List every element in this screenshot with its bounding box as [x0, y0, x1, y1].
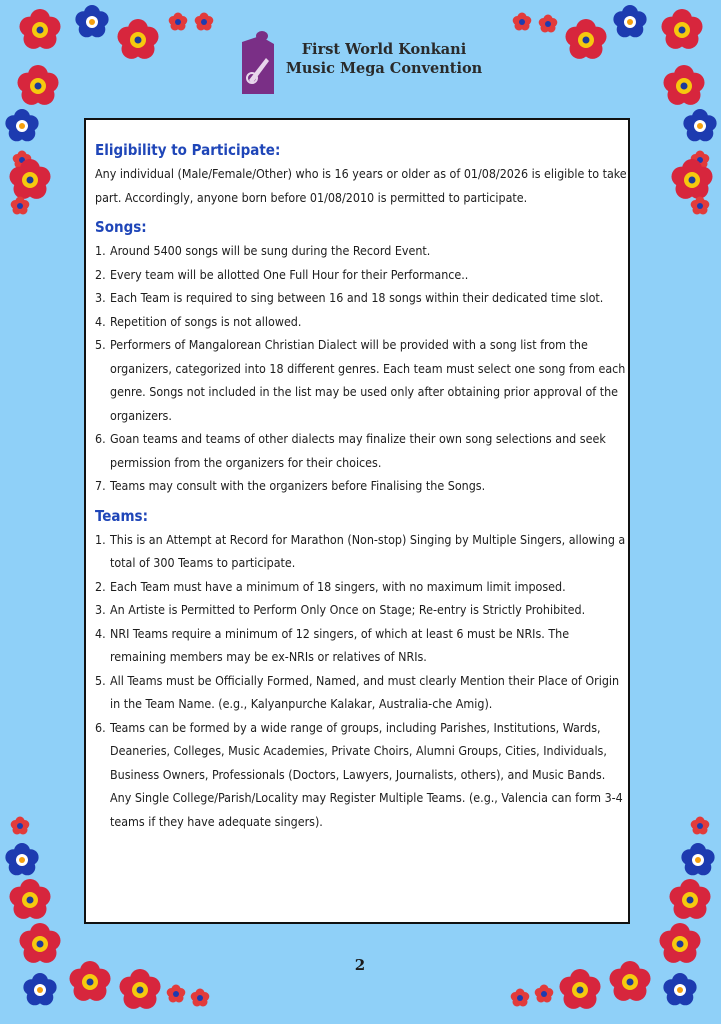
list-text: Goan teams and teams of other dialects may finalize their own song selections and seek permission from the organizers for their choices.	[110, 431, 606, 470]
list-text: Teams can be formed by a wide range of groups, including Parishes, Institutions, Wards, Deaneries, Colleges, Music Academies, Private Choirs, Alumni Groups, Cities, Individuals, Business Owners, Professionals (Doctors, Lawyers, Journalists, others), and Music Bands. Any Single College/Parish/Locality may Register Multiple Teams. (e.g., Valencia can form 3-4 teams if they have adequate singers).	[110, 719, 623, 829]
header	[240, 28, 500, 100]
convention-logo-icon	[240, 28, 276, 98]
list-number: 4.	[95, 313, 106, 329]
list-text: NRI Teams require a minimum of 12 singers, of which at least 6 must be NRIs. The remaining members may be ex-NRIs or relatives of NRIs.	[110, 625, 570, 664]
list-item	[95, 598, 627, 622]
list-item	[95, 528, 627, 575]
list-item	[95, 286, 627, 310]
list-item	[95, 310, 627, 334]
teams-list	[95, 528, 627, 834]
event-title	[284, 40, 484, 78]
list-item	[95, 239, 627, 263]
songs-list	[95, 239, 627, 498]
list-number: 3.	[95, 602, 106, 617]
list-item	[95, 263, 627, 287]
list-text: Every team will be allotted One Full Hour for their Performance..	[110, 266, 469, 282]
teams-heading: Teams:	[95, 506, 148, 525]
list-number: 2.	[95, 578, 106, 594]
list-text: Repetition of songs is not allowed.	[110, 313, 302, 329]
list-number: 6.	[95, 431, 106, 446]
eligibility-text: Any individual (Male/Female/Other) who is 16 years or older as of 01/08/2026 is eligible to take part. Accordingly, anyone born before 01/08/2010 is permitted to participate.	[95, 166, 627, 205]
list-text: Each Team is required to sing between 16 and 18 songs within their dedicated time slot.	[110, 290, 604, 305]
list-number: 7.	[95, 478, 106, 493]
list-number: 5.	[95, 337, 106, 352]
list-number: 2.	[95, 266, 106, 282]
list-item	[95, 575, 627, 599]
list-text: All Teams must be Officially Formed, Named, and must clearly Mention their Place of Origin in the Team Name. (e.g., Kalyanpurche Kalakar, Australia-che Amig).	[110, 672, 620, 711]
list-number: 5.	[95, 672, 106, 688]
event-title-line2: Music Mega Convention	[285, 60, 483, 77]
list-text: Around 5400 songs will be sung during the Record Event.	[110, 243, 431, 258]
list-text: This is an Attempt at Record for Marathon (Non-stop) Singing by Multiple Singers, allowing a total of 300 Teams to participate.	[110, 531, 626, 570]
list-number: 1.	[95, 243, 106, 258]
list-text: Performers of Mangalorean Christian Dialect will be provided with a song list from the organizers, categorized into 18 different genres. Each team must select one song from each genre. Songs not included in the list may be used only after obtaining prior approval of the organizers.	[110, 337, 626, 423]
eligibility-heading: Eligibility to Participate:	[95, 141, 281, 159]
page-number: 2	[354, 956, 366, 974]
list-number: 6.	[95, 719, 106, 735]
list-item	[95, 716, 627, 834]
list-item	[95, 474, 627, 498]
songs-heading: Songs:	[95, 218, 147, 236]
list-number: 1.	[95, 531, 106, 547]
content-body	[95, 138, 627, 833]
list-item	[95, 622, 627, 669]
list-item	[95, 427, 627, 474]
list-item	[95, 669, 627, 716]
list-number: 4.	[95, 625, 106, 641]
list-number: 3.	[95, 290, 106, 305]
list-text: Each Team must have a minimum of 18 singers, with no maximum limit imposed.	[110, 578, 566, 594]
list-text: Teams may consult with the organizers before Finalising the Songs.	[110, 478, 486, 493]
list-item	[95, 333, 627, 427]
list-text: An Artiste is Permitted to Perform Only Once on Stage; Re-entry is Strictly Prohibited.	[110, 602, 586, 617]
event-title-line1: First World Konkani	[301, 41, 467, 58]
